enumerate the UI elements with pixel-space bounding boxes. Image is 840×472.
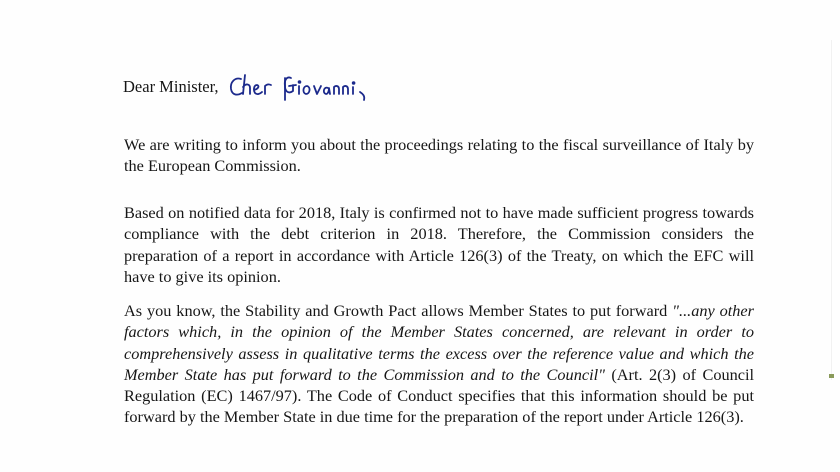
paragraph-stability-pact: [124, 300, 754, 428]
regulation-quote: "...any other factors which, in the opinion of the Member States concerned, are relevant in order to comprehensively assess in qualitative terms the excess over the reference value and which the Member State has put forward to the Commission and to the Council": [124, 301, 754, 384]
paragraph-intro: We are writing to inform you about the proceedings relating to the fiscal surveillance of Italy by the European Commission.: [124, 135, 754, 176]
cropped-header-fragment: [528, 0, 598, 4]
paragraph-3-rest: (Art. 2(3) of Council Regulation (EC) 1467/97). The Code of Conduct specifies that this information should be put forward by the Member State in due time for the preparation of the report under Article 126(3).: [124, 364, 755, 427]
scan-mark: [829, 374, 834, 378]
paragraph-debt-criterion: Based on notified data for 2018, Italy is confirmed not to have made sufficient progress towards compliance with the debt criterion in 2018. Therefore, the Commission considers the preparation of a report in accordance with Article 126(3) of the Treaty, on which the EFC will have to give its opinion.: [124, 203, 754, 286]
scan-edge: [831, 40, 832, 380]
salutation: Dear Minister,: [123, 77, 219, 96]
paragraph-3-intro: As you know, the Stability and Growth Pact allows Member States to put forward: [124, 301, 673, 320]
handwritten-greeting: [227, 72, 377, 106]
